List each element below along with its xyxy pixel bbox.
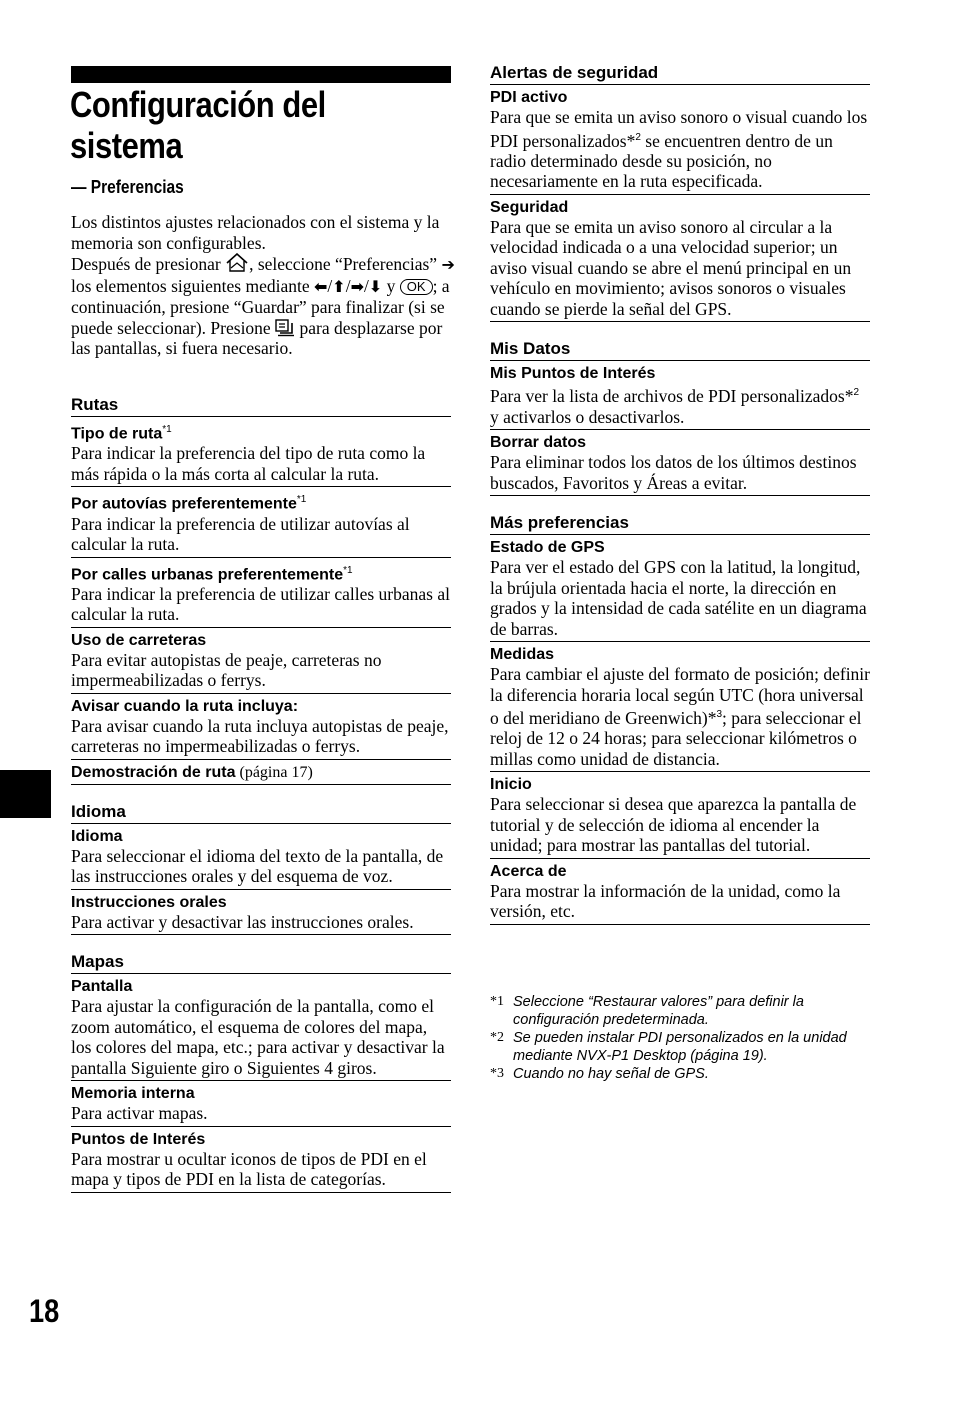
section-title: Rutas: [71, 393, 451, 417]
setting-entry: [71, 1127, 451, 1193]
entry-description: [490, 557, 870, 639]
entry-title-text: Tipo de ruta: [71, 425, 163, 443]
home-icon: [225, 254, 249, 274]
entry-title: [71, 1130, 451, 1149]
setting-entry: [71, 974, 451, 1081]
entry-description: Para avisar cuando la ruta incluya autopistas de peaje, carreteras no impermeabilizadas o ferrys.: [71, 715, 449, 757]
right-column: [490, 61, 870, 940]
description-text: ; para seleccionar el reloj de 12 o 24 horas; para seleccionar kilómetros o millas como unidad de distancia.: [490, 707, 862, 769]
entry-description: [490, 107, 870, 192]
arrow-right-icon: ➔: [441, 255, 455, 274]
entry-description: Para mostrar u ocultar iconos de tipos de PDI en el mapa y tipos de PDI en la lista de categorías.: [71, 1148, 427, 1190]
entry-title-text: Memoria interna: [71, 1085, 195, 1103]
setting-entry: [490, 195, 870, 323]
page-scroll-icon: [275, 318, 295, 338]
settings-section: [490, 511, 870, 925]
entry-title-text: Avisar cuando la ruta incluya:: [71, 697, 299, 715]
entry-title: Borrar datos: [490, 434, 587, 452]
description-text: Para seleccionar si desea que aparezca la pantalla de tutorial y de selección de idioma al encender la unidad; para mostrar las pantallas del tutorial.: [490, 794, 857, 856]
entry-description: Para evitar autopistas de peaje, carreteras no impermeabilizadas o ferrys.: [71, 649, 382, 691]
footnote-ref: *1: [162, 424, 172, 435]
settings-section: [71, 950, 451, 1193]
settings-section: [71, 800, 451, 936]
entry-description: [490, 452, 870, 493]
footnote: [490, 993, 870, 1029]
arrow-right-icon: ➡: [350, 276, 364, 296]
footnote: [490, 1065, 870, 1083]
description-text: Para ver el estado del GPS con la latitud, la longitud, la brújula orientada hacia el norte, la dirección en grados y la intensidad de cada satélite en un diagrama de barras.: [490, 557, 867, 639]
entry-title-text: Por calles urbanas preferentemente: [71, 565, 344, 583]
footnote-mark: *3: [490, 1066, 504, 1081]
section-title: Alertas de seguridad: [490, 61, 870, 85]
entry-description: Para indicar la preferencia del tipo de ruta como la más rápida o la más corta al calcular la ruta.: [71, 443, 426, 484]
entry-title: [71, 827, 451, 846]
entry-title: [71, 697, 451, 716]
entry-title: Mis Puntos de Interés: [490, 365, 656, 383]
ok-button-icon: OK: [400, 279, 433, 295]
entry-title: [71, 977, 451, 996]
entry-description: [490, 664, 870, 769]
title-bar-decoration: [71, 66, 451, 83]
entry-title-text: Puntos de Interés: [71, 1130, 206, 1148]
page-number: 18: [29, 1293, 60, 1329]
section-tab-marker: [0, 770, 51, 818]
footnote-ref: 2: [635, 131, 641, 143]
setting-entry: [490, 859, 870, 925]
setting-entry: [71, 487, 451, 557]
arrow-up-icon: ⬆: [332, 276, 346, 296]
entry-description: Para seleccionar el idioma del texto de la pantalla, de las instrucciones orales y del esquema de voz.: [71, 845, 444, 887]
entry-title: PDI activo: [490, 89, 568, 106]
footnote-text: Cuando no hay señal de GPS.: [513, 1066, 709, 1082]
section-title: Más preferencias: [490, 511, 870, 535]
entry-description: Para indicar la preferencia de utilizar autovías al calcular la ruta.: [71, 513, 410, 555]
entry-title-text: Por autovías preferentemente: [71, 495, 297, 513]
arrow-down-icon: ⬇: [368, 276, 383, 296]
setting-entry: [490, 772, 870, 859]
entry-title-text: Demostración de ruta: [71, 763, 236, 781]
section-title: Mapas: [71, 950, 451, 974]
entry-title: [71, 561, 451, 584]
setting-entry: [71, 694, 451, 760]
description-text: y activarlos o desactivarlos.: [490, 406, 685, 427]
entry-title: Seguridad: [490, 198, 569, 216]
setting-entry: [71, 760, 451, 785]
setting-entry: [490, 535, 870, 642]
footnote-ref: *1: [343, 564, 353, 576]
entry-title: [71, 420, 451, 443]
intro-paragraph-2: Después de presionar , seleccione “Preferencias” ➔ los elementos siguientes mediante ⬅/⬆/➡/⬇ y OK ; a continuación, presione “Guardar” para finalizar (si se puede seleccionar). Presione para desplazarse por las pantallas, si fuera necesario.: [71, 254, 455, 358]
setting-entry: [71, 417, 451, 487]
setting-entry: [71, 558, 451, 628]
description-text: Para cambiar el ajuste del formato de posición; definir la diferencia horaria local según UTC (hora universal o del meridiano de Greenwich)*: [490, 664, 871, 728]
section-title: Idioma: [71, 800, 451, 824]
entry-title: [71, 490, 451, 513]
footnote: [490, 1029, 870, 1065]
entry-description: Para ajustar la configuración de la pantalla, como el zoom automático, el esquema de colores del mapa, los colores del mapa, etc.; para activar y desactivar la pantalla Siguiente giro o Siguientes 4 giros.: [71, 996, 445, 1078]
description-text: Para ver la lista de archivos de PDI personalizados*: [490, 386, 854, 407]
entry-description: Para indicar la preferencia de utilizar calles urbanas al calcular la ruta.: [71, 583, 450, 625]
footnote-ref: *1: [296, 494, 307, 506]
settings-section: [490, 337, 870, 496]
entry-title: Inicio: [490, 776, 532, 794]
footnote-ref: 2: [853, 387, 860, 399]
entry-title: [71, 893, 451, 912]
entry-title: [71, 631, 451, 650]
setting-entry: [490, 642, 870, 772]
entry-description: [490, 217, 870, 320]
entry-title: Medidas: [490, 646, 555, 664]
page-subtitle: — Preferencias: [71, 177, 184, 197]
footnote-mark: *2: [490, 1030, 504, 1045]
setting-entry: [490, 85, 870, 195]
settings-section: [71, 393, 451, 785]
setting-entry: [71, 1081, 451, 1127]
footnotes: [490, 993, 870, 1083]
entry-title-text: Pantalla: [71, 978, 133, 996]
entry-title-text: Idioma: [71, 827, 123, 845]
setting-entry: [490, 430, 870, 496]
description-text: Para eliminar todos los datos de los últimos destinos buscados, Favoritos y Áreas a evitar.: [490, 452, 857, 493]
footnote-ref: 3: [716, 709, 723, 721]
entry-description: [490, 794, 870, 856]
page-title: Configuración del sistema: [70, 84, 326, 166]
settings-section: [490, 61, 870, 322]
description-text: Para mostrar la información de la unidad, como la versión, etc.: [490, 880, 841, 922]
entry-description: [490, 881, 870, 922]
footnote-text: Seleccione “Restaurar valores” para definir la configuración predeterminada.: [513, 994, 804, 1028]
page-reference: (página 17): [235, 763, 313, 781]
entry-title: Acerca de: [490, 862, 567, 880]
footnote-mark: *1: [490, 994, 504, 1009]
setting-entry: [71, 890, 451, 936]
description-text: se encuentren dentro de un radio determinado desde su posición, no necesariamente en la ruta especificada.: [490, 130, 833, 192]
description-text: Para que se emita un aviso sonoro al circular a la velocidad indicada o a una velocidad superior; un aviso visual cuando se abre el menú principal en un vehículo en movimiento; avisos sonoros o visuales cuando se pierde la señal del GPS.: [490, 216, 852, 319]
description-text: Para que se emita un aviso sonoro o visual cuando los PDI personalizados*: [490, 107, 868, 151]
entry-description: Para activar mapas.: [71, 1103, 208, 1124]
entry-title: [71, 763, 451, 782]
entry-description: [490, 383, 870, 427]
footnote-text: Se pueden instalar PDI personalizados en la unidad mediante NVX-P1 Desktop (página 19).: [513, 1030, 847, 1064]
entry-title: Estado de GPS: [490, 539, 605, 557]
entry-title-text: Instrucciones orales: [71, 893, 227, 911]
entry-title: [71, 1084, 451, 1103]
setting-entry: [71, 628, 451, 694]
intro-text: [71, 212, 456, 359]
entry-description: Para activar y desactivar las instrucciones orales.: [71, 911, 414, 932]
setting-entry: [490, 361, 870, 430]
arrow-left-icon: ⬅: [314, 276, 328, 296]
left-column: [71, 393, 451, 1208]
setting-entry: [71, 824, 451, 890]
section-title: Mis Datos: [490, 337, 870, 361]
intro-paragraph-1: Los distintos ajustes relacionados con el sistema y la memoria son configurables.: [71, 212, 440, 253]
entry-title-text: Uso de carreteras: [71, 631, 207, 649]
